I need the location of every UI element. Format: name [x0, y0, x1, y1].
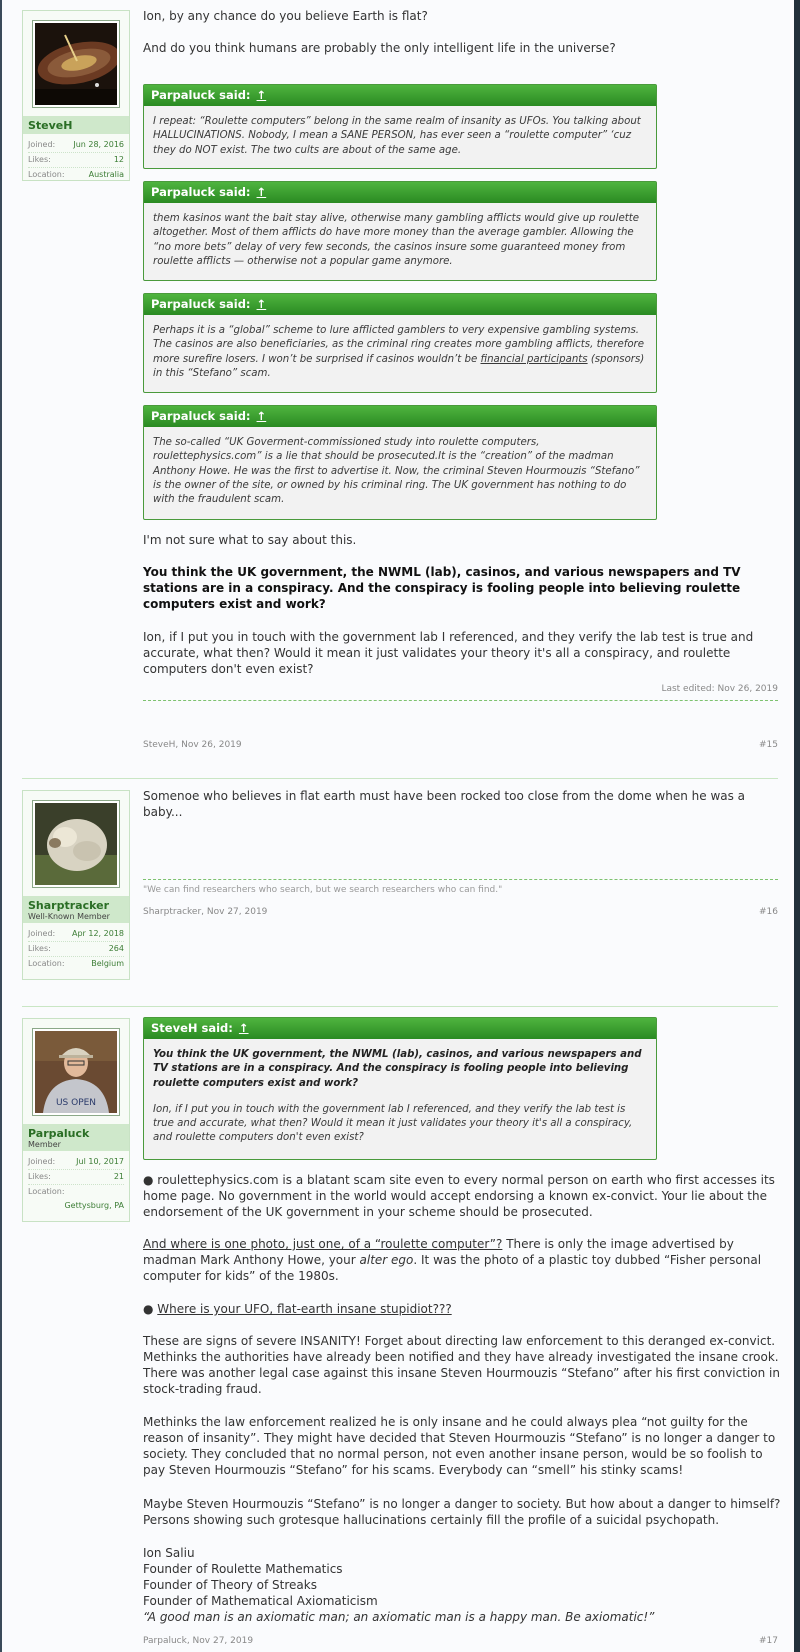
user-box-sharptracker — [22, 790, 130, 980]
quote-jump-icon[interactable]: ↑ — [256, 185, 267, 199]
quote-block — [143, 293, 657, 393]
post-footer[interactable]: Parpaluck, Nov 27, 2019 — [143, 1636, 254, 1646]
signature-divider — [143, 700, 778, 701]
quote-author[interactable]: Parpaluck said: — [151, 297, 251, 311]
username-steveh[interactable]: SteveH — [28, 119, 73, 132]
stat-label: Location: — [28, 170, 65, 179]
quote-text: them kasinos want the bait stay alive, otherwise many gambling afflicts would give up roulette altogether. Most of them afflicts do have more money than the average gambler. Allowing the “no more bets” delay of very few seconds, the casinos insure some guaranteed money from roulette afflicts — otherwise not a popular game anymore. — [153, 213, 639, 267]
stat-label: Location: — [28, 1187, 65, 1196]
stat-value: Jul 10, 2017 — [76, 1157, 124, 1166]
stat-value: Apr 12, 2018 — [71, 929, 124, 938]
quote-text-part: (sponsors) in this “Stefano” scam. — [153, 353, 645, 379]
signature-line: Founder of Theory of Streaks — [143, 1578, 317, 1592]
stat-value[interactable]: Belgium — [91, 959, 124, 968]
quote-jump-icon[interactable]: ↑ — [256, 297, 267, 311]
quote-text — [144, 315, 656, 389]
quote-link[interactable]: financial participants — [480, 353, 588, 365]
stat-value[interactable]: 264 — [108, 944, 124, 953]
post-paragraph — [143, 1236, 783, 1284]
post-paragraph: Ion, if I put you in touch with the government lab I referenced, and they verify the lab test is true and accurate, what then? Would it mean it just validates your theory it's all a conspiracy, and roulette computers don't even exist? — [143, 630, 754, 676]
user-name-band — [23, 1124, 129, 1151]
signature-block — [143, 1545, 783, 1625]
quote-author[interactable]: SteveH said: — [151, 1021, 233, 1035]
text-part: There is only the image advertised by madman Mark Anthony Howe, your — [143, 1237, 734, 1267]
quote-text: I repeat: “Roulette computers” belong in the same realm of insanity as UFOs. You talking about HALLUCINATIONS. Nobody, I mean a SANE PERSON, has ever seen a “roulette computer” ‘cuz they do NOT exist. The two cults are about of the same age. — [153, 116, 641, 156]
quote-jump-icon[interactable]: ↑ — [256, 409, 267, 423]
post-paragraph — [143, 1301, 783, 1317]
text-part: . It was the photo of a plastic toy dubbed “Fisher personal computer for kids” of the 1980s. — [143, 1253, 762, 1283]
stat-value[interactable]: Gettysburg, PA — [64, 1201, 124, 1210]
user-name-band — [23, 896, 129, 923]
page-edge-right — [794, 0, 800, 1652]
quote-block — [143, 405, 657, 520]
post-paragraph: Ion, by any chance do you believe Earth is flat? — [143, 9, 428, 23]
user-stats — [23, 923, 129, 975]
post-link[interactable]: Where is your UFO, flat-earth insane stupidiot??? — [157, 1302, 452, 1316]
stat-label: Likes: — [28, 944, 51, 953]
post-paragraph: Methinks the law enforcement realized he is only insane and he could always plea “not guilty for the reason of insanity”. They might have decided that Steven Hourmouzis “Stefano” is no longer a danger to society. They concluded that no normal person, not even another insane person, would be so foolish to pay Steven Hourmouzis “Stefano” for his scams. Everybody can “smell” his stinky scams! — [143, 1415, 776, 1477]
post-footer[interactable]: Sharptracker, Nov 27, 2019 — [143, 907, 268, 917]
avatar-sharptracker[interactable] — [32, 800, 120, 888]
user-box-parpaluck — [22, 1018, 130, 1222]
stat-joined — [28, 927, 124, 942]
quote-jump-icon[interactable]: ↑ — [256, 88, 267, 102]
quote-header — [144, 85, 656, 106]
quote-block — [143, 84, 657, 169]
page-edge-left — [0, 0, 2, 1652]
stat-label: Joined: — [28, 140, 56, 149]
stat-value[interactable]: Australia — [88, 170, 124, 179]
user-title: Well-Known Member — [28, 912, 110, 921]
post-paragraph: ● roulettephysics.com is a blatant scam site even to every normal person on earth who first accesses its home page. No government in the world would accept endorsing a known ex-convict. Your lie about the endorsement of the UK government in your scheme should be prosecuted. — [143, 1173, 775, 1219]
signature: "We can find researchers who search, but we search researchers who can find." — [143, 885, 503, 895]
avatar-parpaluck[interactable] — [32, 1028, 120, 1116]
quote-author[interactable]: Parpaluck said: — [151, 185, 251, 199]
signature-quote: “A good man is an axiomatic man; an axiomatic man is a happy man. Be axiomatic!” — [143, 1610, 655, 1624]
avatar-steveh[interactable] — [32, 20, 120, 108]
stat-value[interactable]: 21 — [113, 1172, 124, 1181]
stat-label: Location: — [28, 959, 65, 968]
post-footer[interactable]: SteveH, Nov 26, 2019 — [143, 740, 242, 750]
post-number[interactable]: #16 — [759, 907, 778, 917]
post-paragraph: I'm not sure what to say about this. — [143, 533, 357, 547]
quote-header — [144, 182, 656, 203]
stat-likes — [28, 942, 124, 957]
svg-text:US OPEN: US OPEN — [55, 1098, 97, 1108]
stat-label: Likes: — [28, 155, 51, 164]
quote-text-part: Perhaps it is a “global” scheme to lure afflicted gamblers to very expensive gambling systems. The casinos are also beneficiaries, as the criminal ring creates more gambling afflicts, therefore more surefire losers. I won’t be surprised if casinos wouldn’t be — [153, 325, 645, 365]
username-sharptracker[interactable]: Sharptracker — [28, 899, 110, 912]
stat-joined — [28, 1155, 124, 1170]
user-stats — [23, 1151, 129, 1216]
quote-jump-icon[interactable]: ↑ — [238, 1021, 249, 1035]
stat-value: Jun 28, 2016 — [73, 140, 124, 149]
post-paragraph: And do you think humans are probably the only intelligent life in the universe? — [143, 41, 616, 55]
user-name-band — [23, 116, 129, 134]
stat-location — [28, 168, 124, 183]
bullet-icon: ● — [143, 1302, 158, 1316]
post-link[interactable]: And where is one photo, just one, of a “roulette computer”? — [143, 1237, 503, 1251]
quote-author[interactable]: Parpaluck said: — [151, 88, 251, 102]
quote-text: The so-called “UK Goverment-commissioned study into roulette computers, roulettephysics.com” is a lie that should be prosecuted.It is the “creation” of the madman Anthony Howe. He was the first to advertise it. Now, the criminal Steven Hourmouzis “Stefano” is the owner of the site, or owned by his criminal ring. The UK government has nothing to do with the fraudulent scam. — [153, 437, 640, 506]
signature-divider — [143, 879, 778, 880]
stat-likes — [28, 153, 124, 168]
avatar-image — [35, 803, 117, 885]
stat-label: Joined: — [28, 1157, 56, 1166]
stat-label: Joined: — [28, 929, 56, 938]
post-separator — [22, 778, 778, 779]
user-stats — [23, 134, 129, 186]
post-paragraph-bold: You think the UK government, the NWML (lab), casinos, and various newspapers and TV stations are in a conspiracy. And the conspiracy is fooling people into believing roulette computers exist and work? — [143, 565, 741, 611]
quote-block — [143, 1017, 657, 1160]
last-edited: Last edited: Nov 26, 2019 — [661, 684, 778, 694]
stat-location — [28, 1185, 124, 1213]
quote-body — [144, 1039, 656, 1154]
quote-author[interactable]: Parpaluck said: — [151, 409, 251, 423]
post-number[interactable]: #15 — [759, 740, 778, 750]
signature-line: Ion Saliu — [143, 1546, 195, 1560]
post-paragraph: These are signs of severe INSANITY! Forget about directing law enforcement to this deranged ex-convict. Methinks the authorities have already been notified and they have already investigated the insane crook. There was another legal case against this insane Steven Hourmouzis “Stefano” after his first conviction in stock-trading fraud. — [143, 1334, 780, 1396]
username-parpaluck[interactable]: Parpaluck — [28, 1127, 90, 1140]
quote-block — [143, 181, 657, 281]
text-italic: alter ego — [359, 1253, 414, 1267]
quote-header — [144, 406, 656, 427]
stat-joined — [28, 138, 124, 153]
quote-header — [144, 1018, 656, 1039]
stat-value[interactable]: 12 — [113, 155, 124, 164]
avatar-image — [35, 23, 117, 105]
post-paragraph: Maybe Steven Hourmouzis “Stefano” is no longer a danger to society. But how about a danger to himself? Persons showing such grotesque hallucinations certainly fill the profile of a suicidal psychopath. — [143, 1497, 781, 1527]
signature-line: Founder of Roulette Mathematics — [143, 1562, 343, 1576]
quote-text: Ion, if I put you in touch with the government lab I referenced, and they verify the lab test is true and accurate, what then? Would it mean it just validates your theory it's all a conspiracy, and roulette computers don't even exist? — [153, 1103, 633, 1144]
stat-likes — [28, 1170, 124, 1185]
user-title: Member — [28, 1140, 61, 1149]
quote-bold-text: You think the UK government, the NWML (lab), casinos, and various newspapers and TV stations are in a conspiracy. And the conspiracy is fooling people into believing roulette computers exist and work? — [153, 1049, 642, 1089]
stat-location — [28, 957, 124, 972]
stat-label: Likes: — [28, 1172, 51, 1181]
quote-header — [144, 294, 656, 315]
post-separator — [22, 1006, 778, 1007]
avatar-image — [35, 1031, 117, 1113]
post-number[interactable]: #17 — [759, 1636, 778, 1646]
post-paragraph: Somenoe who believes in flat earth must have been rocked too close from the dome when he was a baby... — [143, 789, 746, 819]
user-box-steveh — [22, 10, 130, 181]
signature-line: Founder of Mathematical Axiomaticism — [143, 1594, 378, 1608]
